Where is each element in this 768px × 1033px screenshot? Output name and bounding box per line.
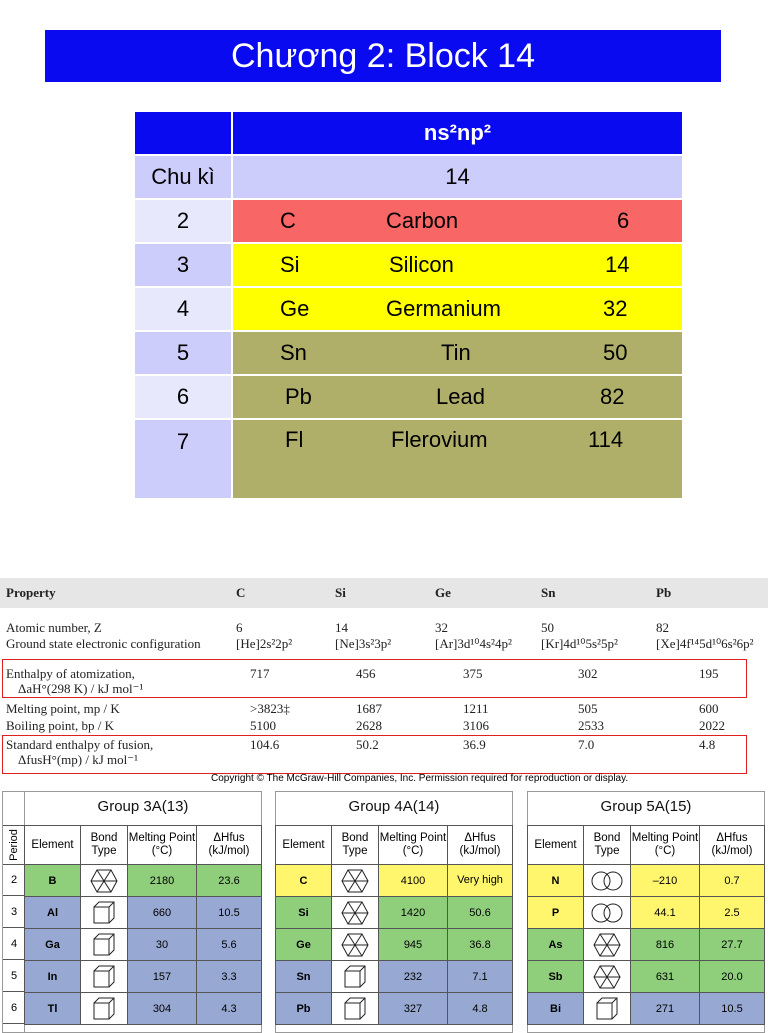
value: 50.2 xyxy=(356,737,379,752)
col-header-si: Si xyxy=(335,585,346,600)
group-column-header: Element xyxy=(276,826,332,865)
element-name: Silicon xyxy=(389,252,454,277)
col-header-c: C xyxy=(236,585,246,600)
element-symbol: Ge xyxy=(280,296,310,321)
element-symbol: P xyxy=(528,897,584,929)
element-row-tin xyxy=(232,331,682,375)
group-table xyxy=(24,825,262,1025)
element-name: Flerovium xyxy=(391,427,488,452)
copyright-notice: Copyright © The McGraw-Hill Companies, Inc. Permission required for reproduction or display. xyxy=(211,773,629,784)
element-symbol: C xyxy=(280,208,296,233)
element-symbol: Sn xyxy=(280,340,307,365)
table-row xyxy=(528,929,765,961)
table-row xyxy=(276,929,513,961)
period-header-text: Period xyxy=(8,829,21,861)
fusion-label: Standard enthalpy of fusion, xyxy=(6,737,154,752)
enthalpy-fusion: 4.8 xyxy=(448,993,513,1025)
element-name: Tin xyxy=(441,340,471,365)
table-row xyxy=(25,865,262,897)
element-row-lead xyxy=(232,375,682,419)
bond-type-cell xyxy=(332,929,379,961)
value: 505 xyxy=(578,701,598,716)
value: 600 xyxy=(699,701,719,716)
atomic-number-label: Atomic number, Z xyxy=(6,620,102,635)
period-number: 6 xyxy=(3,992,25,1024)
bp-label: Boiling point, bp / K xyxy=(6,718,114,733)
enthalpy-fusion: 0.7 xyxy=(700,865,765,897)
group-column-header: Bond Type xyxy=(332,826,379,865)
properties-table xyxy=(0,578,768,788)
period-column-header xyxy=(3,825,25,865)
network-bond-icon xyxy=(341,932,369,958)
element-symbol: Fl xyxy=(285,427,304,452)
group-5a-panel xyxy=(527,791,765,1033)
bond-type-cell xyxy=(81,929,128,961)
group-table xyxy=(527,825,765,1025)
col-header-ge: Ge xyxy=(435,585,451,600)
value: 3106 xyxy=(463,718,489,733)
melting-point: 2180 xyxy=(128,865,197,897)
metallic-bond-icon xyxy=(595,996,619,1022)
melting-point: 30 xyxy=(128,929,197,961)
enthalpy-fusion: 7.1 xyxy=(448,961,513,993)
element-symbol: In xyxy=(25,961,81,993)
fusion-unit: ΔfusH°(mp) / kJ mol⁻¹ xyxy=(18,752,139,767)
table-row xyxy=(25,993,262,1025)
metallic-bond-icon xyxy=(92,996,116,1022)
group-column-header: Melting Point (°C) xyxy=(631,826,700,865)
value: 302 xyxy=(578,666,598,681)
element-symbol: Sb xyxy=(528,961,584,993)
melting-point: 271 xyxy=(631,993,700,1025)
table-row xyxy=(25,897,262,929)
element-symbol: B xyxy=(25,865,81,897)
bond-type-cell xyxy=(332,993,379,1025)
period-cell: 3 xyxy=(135,243,232,287)
melting-point: 1420 xyxy=(379,897,448,929)
value: 1687 xyxy=(356,701,382,716)
group-column-header: ΔHfus (kJ/mol) xyxy=(700,826,765,865)
enthalpy-fusion: 50.6 xyxy=(448,897,513,929)
period-header: Chu kì xyxy=(135,155,232,199)
value: 195 xyxy=(699,666,719,681)
mp-label: Melting point, mp / K xyxy=(6,701,120,716)
element-symbol: As xyxy=(528,929,584,961)
bond-type-cell xyxy=(584,961,631,993)
network-bond-icon xyxy=(593,964,621,990)
melting-point: 304 xyxy=(128,993,197,1025)
metallic-bond-icon xyxy=(343,996,367,1022)
bond-type-cell xyxy=(584,865,631,897)
value: 7.0 xyxy=(578,737,595,752)
table-row xyxy=(528,993,765,1025)
value: [Xe]4f¹⁴5d¹⁰6s²6p² xyxy=(656,636,754,651)
molecular-bond-icon xyxy=(588,870,626,892)
block-14-table xyxy=(135,112,682,500)
element-name: Lead xyxy=(436,384,485,409)
element-symbol: Ge xyxy=(276,929,332,961)
group-column-header: ΔHfus (kJ/mol) xyxy=(197,826,262,865)
header-config: ns²np² xyxy=(232,112,682,155)
element-name: Germanium xyxy=(386,296,501,321)
value: 6 xyxy=(236,620,243,635)
value: 1211 xyxy=(463,701,489,716)
table-row xyxy=(276,961,513,993)
network-bond-icon xyxy=(593,932,621,958)
metallic-bond-icon xyxy=(343,964,367,990)
value: 36.9 xyxy=(463,737,486,752)
element-symbol: C xyxy=(276,865,332,897)
element-row-carbon xyxy=(232,199,682,243)
value: 2533 xyxy=(578,718,604,733)
network-bond-icon xyxy=(341,900,369,926)
element-symbol: Sn xyxy=(276,961,332,993)
value: [He]2s²2p² xyxy=(236,636,293,651)
enthalpy-fusion: 20.0 xyxy=(700,961,765,993)
group-column-header: Element xyxy=(528,826,584,865)
period-column xyxy=(2,791,25,1033)
group-column-header: Melting Point (°C) xyxy=(379,826,448,865)
value: 5100 xyxy=(250,718,276,733)
atomic-number: 82 xyxy=(600,384,625,409)
property-header: Property xyxy=(6,585,56,600)
period-cell: 2 xyxy=(135,199,232,243)
group-column-header: Element xyxy=(25,826,81,865)
element-symbol: Al xyxy=(25,897,81,929)
value: >3823‡ xyxy=(250,701,290,716)
table-row xyxy=(528,897,765,929)
melting-point: 232 xyxy=(379,961,448,993)
element-symbol: Si xyxy=(276,897,332,929)
value: 717 xyxy=(250,666,270,681)
table-row xyxy=(276,993,513,1025)
element-symbol: Tl xyxy=(25,993,81,1025)
table-row xyxy=(528,961,765,993)
metallic-bond-icon xyxy=(92,932,116,958)
molecular-bond-icon xyxy=(588,902,626,924)
element-symbol: Pb xyxy=(285,384,312,409)
bond-type-cell xyxy=(81,961,128,993)
element-symbol: Si xyxy=(280,252,300,277)
value: 82 xyxy=(656,620,669,635)
group-3a-panel xyxy=(24,791,262,1033)
enthalpy-fusion: 5.6 xyxy=(197,929,262,961)
bond-type-cell xyxy=(81,865,128,897)
value: 4.8 xyxy=(699,737,716,752)
atomic-number: 14 xyxy=(605,252,630,277)
properties-header-band xyxy=(0,578,768,608)
highlight-box-fusion xyxy=(2,735,747,774)
melting-point: 816 xyxy=(631,929,700,961)
bond-type-cell xyxy=(332,865,379,897)
network-bond-icon xyxy=(90,868,118,894)
group-title: Group 5A(15) xyxy=(600,798,692,815)
element-symbol: Ga xyxy=(25,929,81,961)
enthalpy-fusion: 10.5 xyxy=(700,993,765,1025)
element-symbol: Bi xyxy=(528,993,584,1025)
element-symbol: Pb xyxy=(276,993,332,1025)
value: [Kr]4d¹⁰5s²5p² xyxy=(541,636,618,651)
slide-title-text: Chương 2: Block 14 xyxy=(231,36,535,75)
atomic-number: 6 xyxy=(617,208,630,233)
value: 375 xyxy=(463,666,483,681)
melting-point: 157 xyxy=(128,961,197,993)
bond-type-cell xyxy=(81,993,128,1025)
bond-type-cell xyxy=(584,993,631,1025)
slide-title xyxy=(45,30,721,82)
atomic-number: 50 xyxy=(603,340,628,365)
metallic-bond-icon xyxy=(92,900,116,926)
value: 32 xyxy=(435,620,448,635)
table-row xyxy=(276,865,513,897)
bond-type-cell xyxy=(584,897,631,929)
melting-point: 945 xyxy=(379,929,448,961)
value: 104.6 xyxy=(250,737,280,752)
group-number: 14 xyxy=(232,155,682,199)
atomization-unit: ΔaH°(298 K) / kJ mol⁻¹ xyxy=(18,681,144,696)
bond-type-cell xyxy=(584,929,631,961)
melting-point: –210 xyxy=(631,865,700,897)
table-row xyxy=(25,961,262,993)
value: 2022 xyxy=(699,718,725,733)
melting-point: 44.1 xyxy=(631,897,700,929)
enthalpy-fusion: 3.3 xyxy=(197,961,262,993)
atomic-number: 114 xyxy=(588,427,624,452)
element-symbol: N xyxy=(528,865,584,897)
enthalpy-fusion: 23.6 xyxy=(197,865,262,897)
enthalpy-fusion: 10.5 xyxy=(197,897,262,929)
element-row-silicon xyxy=(232,243,682,287)
value: [Ar]3d¹⁰4s²4p² xyxy=(435,636,512,651)
network-bond-icon xyxy=(341,868,369,894)
enthalpy-fusion: 2.5 xyxy=(700,897,765,929)
period-cell: 7 xyxy=(135,419,232,499)
period-number: 3 xyxy=(3,896,25,928)
enthalpy-fusion: 4.3 xyxy=(197,993,262,1025)
period-number: 4 xyxy=(3,928,25,960)
period-cell: 4 xyxy=(135,287,232,331)
group-column-header: ΔHfus (kJ/mol) xyxy=(448,826,513,865)
enthalpy-fusion: 36.8 xyxy=(448,929,513,961)
element-row-germanium xyxy=(232,287,682,331)
table-row xyxy=(25,929,262,961)
melting-point: 327 xyxy=(379,993,448,1025)
element-name: Carbon xyxy=(386,208,459,233)
element-row-flerovium xyxy=(232,419,682,499)
table-row xyxy=(276,897,513,929)
group-column-header: Bond Type xyxy=(584,826,631,865)
group-table xyxy=(275,825,513,1025)
value: 50 xyxy=(541,620,554,635)
metallic-bond-icon xyxy=(92,964,116,990)
config-label: Ground state electronic configuration xyxy=(6,636,201,651)
group-title: Group 4A(14) xyxy=(348,798,440,815)
header-blank-cell xyxy=(135,112,232,155)
enthalpy-fusion: Very high xyxy=(448,865,513,897)
melting-point: 660 xyxy=(128,897,197,929)
highlight-box-atomization xyxy=(2,659,747,698)
group-column-header: Melting Point (°C) xyxy=(128,826,197,865)
period-cell: 5 xyxy=(135,331,232,375)
value: 456 xyxy=(356,666,376,681)
enthalpy-fusion: 27.7 xyxy=(700,929,765,961)
bond-type-cell xyxy=(81,897,128,929)
table-row xyxy=(528,865,765,897)
value: 2628 xyxy=(356,718,382,733)
value: 14 xyxy=(335,620,348,635)
group-title: Group 3A(13) xyxy=(97,798,189,815)
bond-type-cell xyxy=(332,897,379,929)
bond-type-cell xyxy=(332,961,379,993)
atomization-label: Enthalpy of atomization, xyxy=(6,666,135,681)
group-4a-panel xyxy=(275,791,513,1033)
melting-point: 4100 xyxy=(379,865,448,897)
col-header-sn: Sn xyxy=(541,585,556,600)
period-cell: 6 xyxy=(135,375,232,419)
period-number: 2 xyxy=(3,864,25,896)
value: [Ne]3s²3p² xyxy=(335,636,392,651)
period-number: 5 xyxy=(3,960,25,992)
atomic-number: 32 xyxy=(603,296,628,321)
melting-point: 631 xyxy=(631,961,700,993)
group-column-header: Bond Type xyxy=(81,826,128,865)
col-header-pb: Pb xyxy=(656,585,672,600)
